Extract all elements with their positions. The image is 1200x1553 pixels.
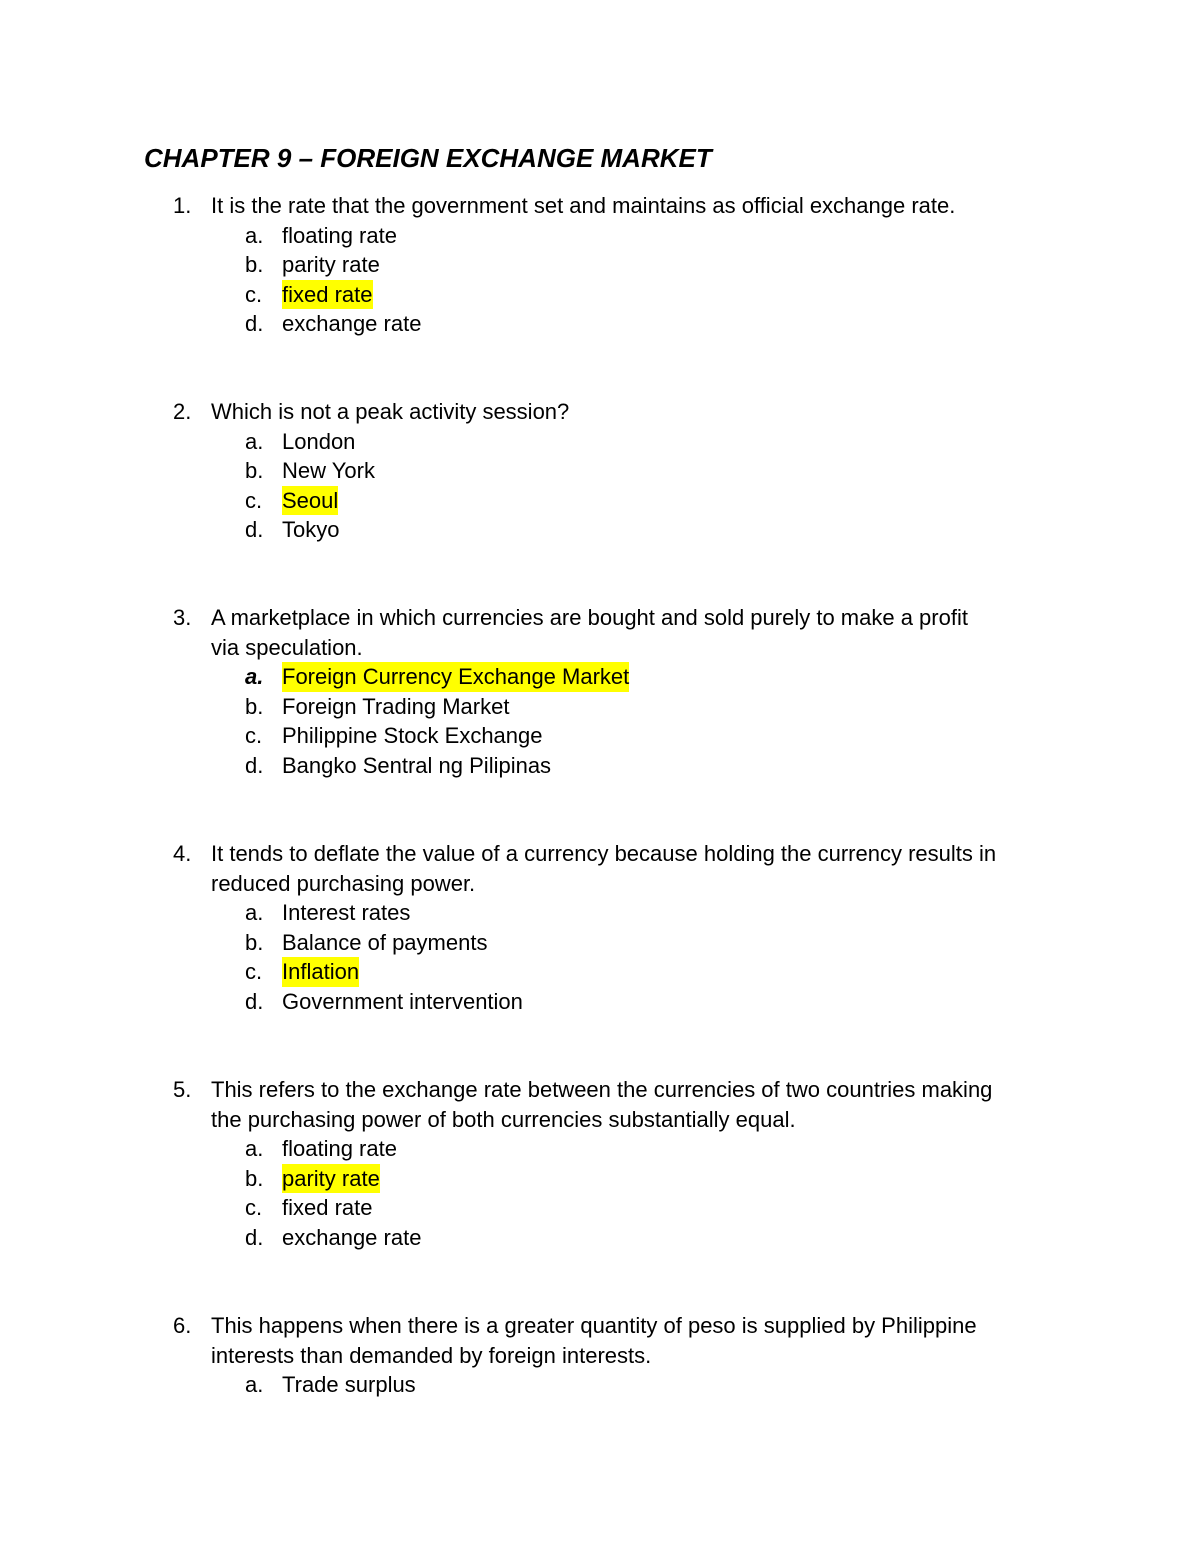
option-text: Bangko Sentral ng Pilipinas [282, 752, 552, 778]
question-text: reduced purchasing power. [211, 870, 476, 896]
option-letter: d. [245, 517, 264, 542]
option-letter: c. [245, 723, 263, 748]
option-text-highlighted: Foreign Currency Exchange Market [282, 662, 629, 692]
option-text: London [282, 428, 356, 454]
question-number: 1. [173, 193, 192, 218]
question-line-continued [0, 1105, 1200, 1135]
option-letter: a. [245, 1372, 264, 1397]
question-line [0, 191, 1200, 221]
option-a [0, 1134, 1200, 1164]
option-a [0, 1370, 1200, 1400]
option-text-highlighted: Inflation [282, 957, 359, 987]
question-line [0, 397, 1200, 427]
option-d [0, 1223, 1200, 1253]
option-text: Interest rates [282, 900, 411, 925]
option-letter: d. [245, 988, 264, 1014]
option-c [0, 721, 1200, 751]
option-letter: a. [245, 900, 264, 925]
question-text: It tends to deflate the value of a currency because holding the currency results in [211, 841, 997, 866]
option-letter: a. [245, 1136, 264, 1161]
option-text: Foreign Trading Market [282, 693, 510, 719]
option-letter: d. [245, 1224, 264, 1250]
chapter-title: CHAPTER 9 – FOREIGN EXCHANGE MARKET [144, 143, 712, 173]
option-b [0, 250, 1200, 280]
option-b [0, 928, 1200, 958]
option-c [0, 1193, 1200, 1223]
option-text: floating rate [282, 222, 397, 248]
option-text-highlighted: fixed rate [282, 280, 373, 310]
option-d [0, 309, 1200, 339]
option-letter: c. [245, 487, 263, 513]
option-letter: d. [245, 752, 264, 778]
option-letter: b. [245, 929, 264, 955]
option-letter: c. [245, 1195, 263, 1220]
question-number: 4. [173, 841, 192, 866]
option-text: floating rate [282, 1136, 397, 1161]
option-letter: c. [245, 959, 263, 984]
option-b [0, 456, 1200, 486]
option-letter: c. [245, 281, 263, 307]
option-c [0, 280, 1200, 310]
option-c [0, 486, 1200, 516]
option-text-highlighted: Seoul [282, 486, 338, 516]
question-line [0, 1075, 1200, 1105]
question-text: This refers to the exchange rate between the currencies of two countries making [211, 1077, 993, 1102]
option-letter: d. [245, 311, 264, 336]
option-text: New York [282, 458, 375, 483]
option-b [0, 1164, 1200, 1194]
question-text: This happens when there is a greater quantity of peso is supplied by Philippine [211, 1313, 977, 1338]
question-text: the purchasing power of both currencies substantially equal. [211, 1106, 796, 1132]
question-2 [0, 397, 1200, 545]
option-text: exchange rate [282, 311, 422, 336]
question-text: Which is not a peak activity session? [211, 399, 570, 424]
option-text: parity rate [282, 252, 380, 277]
option-text-highlighted: parity rate [282, 1164, 380, 1194]
question-line-continued [0, 1341, 1200, 1371]
question-line [0, 1311, 1200, 1341]
option-letter: b. [245, 1165, 264, 1191]
option-text: Philippine Stock Exchange [282, 723, 543, 748]
option-a [0, 221, 1200, 251]
option-letter: b. [245, 252, 264, 277]
question-number: 2. [173, 399, 192, 424]
option-letter: b. [245, 693, 264, 719]
option-text: exchange rate [282, 1224, 422, 1250]
question-3 [0, 603, 1200, 780]
option-b [0, 692, 1200, 722]
question-number: 5. [173, 1077, 192, 1102]
option-text: Trade surplus [282, 1372, 416, 1397]
question-line-continued [0, 869, 1200, 899]
option-letter: b. [245, 458, 264, 483]
option-letter: a. [245, 428, 264, 454]
option-d [0, 515, 1200, 545]
option-a [0, 898, 1200, 928]
question-5 [0, 1075, 1200, 1252]
question-text: interests than demanded by foreign interests. [211, 1342, 652, 1368]
question-4 [0, 839, 1200, 1016]
option-letter: a. [245, 664, 264, 689]
option-a [0, 662, 1200, 692]
question-1 [0, 191, 1200, 339]
question-line-continued [0, 633, 1200, 663]
question-6 [0, 1311, 1200, 1400]
option-d [0, 751, 1200, 781]
option-letter: a. [245, 222, 264, 248]
option-text: fixed rate [282, 1195, 373, 1220]
question-number: 6. [173, 1313, 192, 1338]
option-text: Government intervention [282, 988, 523, 1014]
option-d [0, 987, 1200, 1017]
option-text: Balance of payments [282, 929, 488, 955]
question-text: It is the rate that the government set and maintains as official exchange rate. [211, 193, 956, 218]
question-text: via speculation. [211, 634, 363, 660]
option-c [0, 957, 1200, 987]
option-text: Tokyo [282, 517, 340, 542]
option-a [0, 427, 1200, 457]
question-text: A marketplace in which currencies are bought and sold purely to make a profit [211, 605, 968, 630]
question-line [0, 839, 1200, 869]
question-line [0, 603, 1200, 633]
question-number: 3. [173, 605, 192, 630]
